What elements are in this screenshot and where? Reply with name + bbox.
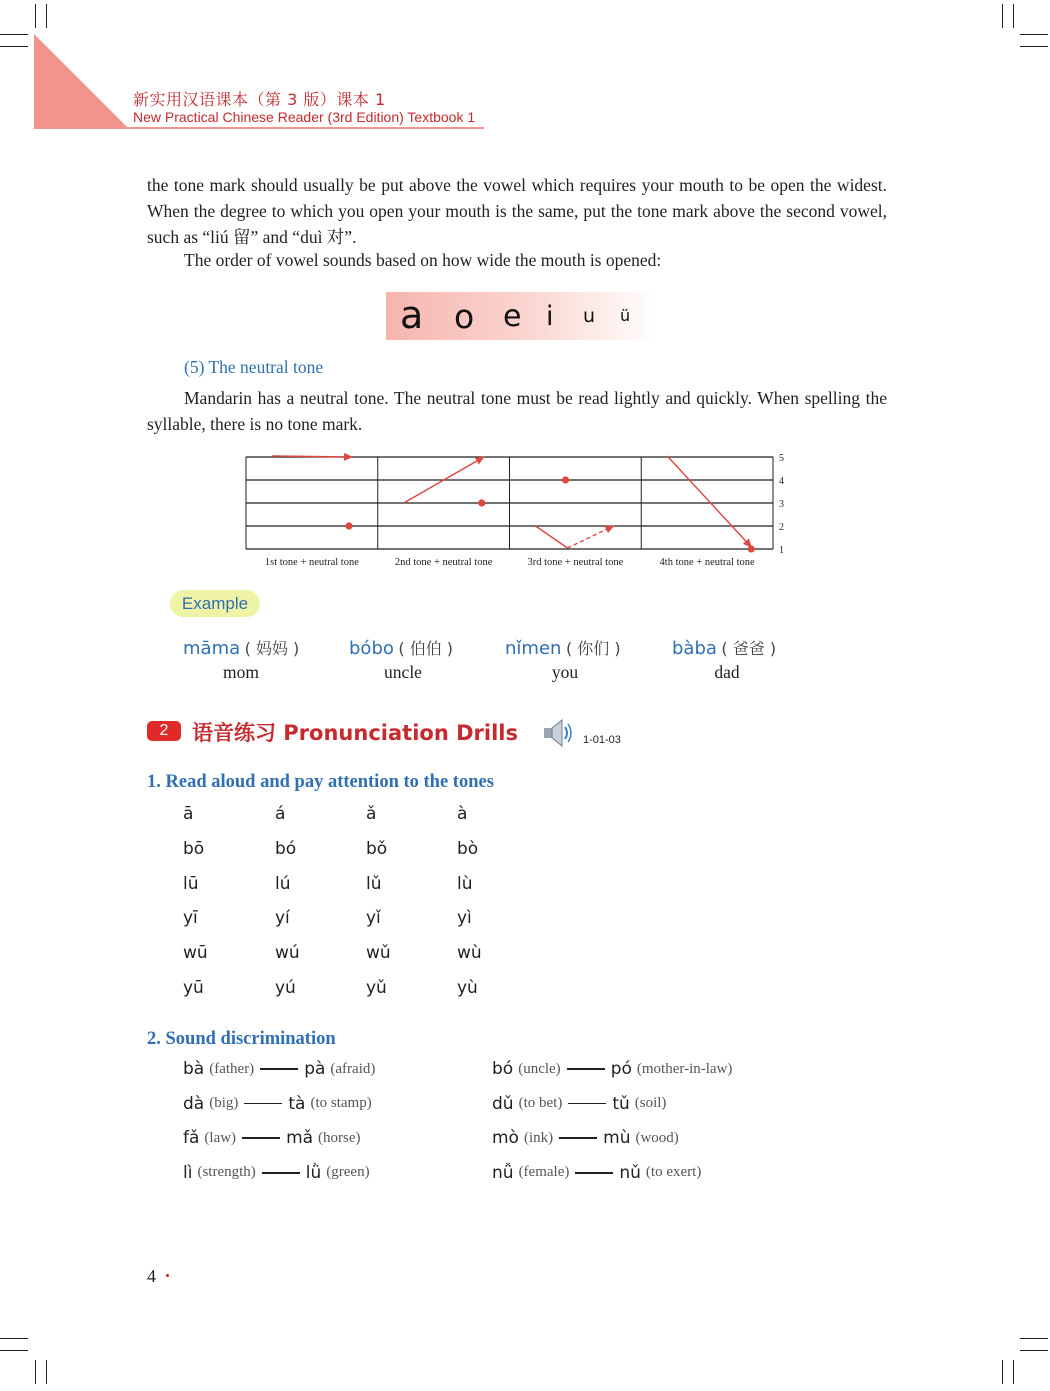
drill1-syllable: ǎ xyxy=(366,804,377,824)
pair-gloss-b: (soil) xyxy=(634,1095,667,1112)
example-gloss: dad xyxy=(714,662,740,682)
drill1-syllable: wǔ xyxy=(366,943,391,964)
pair-syllable-b: mǎ xyxy=(286,1128,314,1149)
drill1-syllable: bō xyxy=(183,838,205,859)
pair-syllable-b: pó xyxy=(610,1059,632,1079)
example-gloss: mom xyxy=(223,662,259,682)
pair-connector xyxy=(242,1137,280,1139)
pair-syllable-a: bó xyxy=(492,1059,514,1079)
pair-syllable-b: lǜ xyxy=(305,1162,322,1183)
pair-connector xyxy=(262,1172,300,1174)
tone-contour-line xyxy=(667,456,751,547)
neutral-tone-heading: (5) The neutral tone xyxy=(184,357,324,377)
neutral-tone-body: Mandarin has a neutral tone. The neutral tone must be read lightly and quickly. When spelling the syllable, there is no tone mark. xyxy=(147,388,887,434)
pair-gloss-b: (mother-in-law) xyxy=(636,1060,733,1077)
tone-level-label: 1 xyxy=(779,545,784,556)
pair-connector xyxy=(244,1103,282,1105)
drill1-syllable: ā xyxy=(183,804,194,824)
pair-gloss-a: (female) xyxy=(518,1164,570,1181)
drill1-syllable: yì xyxy=(457,908,472,929)
pair-connector xyxy=(575,1172,613,1174)
drill1-syllable: bò xyxy=(457,838,479,859)
neutral-tone-dot xyxy=(478,499,485,506)
drill1-syllable: lū xyxy=(183,873,199,894)
pair-gloss-a: (ink) xyxy=(523,1129,554,1146)
tone-panel-label: 4th tone + neutral tone xyxy=(659,557,755,568)
tone-level-label: 4 xyxy=(779,476,784,487)
pair-gloss-a: (father) xyxy=(209,1060,255,1077)
sound-pair xyxy=(492,1163,701,1183)
vowel-u: u xyxy=(583,305,596,327)
example-gloss: uncle xyxy=(384,662,422,682)
pair-connector xyxy=(568,1103,606,1105)
pair-syllable-b: tà xyxy=(288,1093,306,1114)
example-pinyin: māma xyxy=(183,638,241,659)
tone-level-label: 5 xyxy=(779,453,784,464)
sound-pair xyxy=(492,1128,679,1148)
audio-track-code: 1-01-03 xyxy=(583,734,621,746)
example-hanzi: ( 爸爸 ) xyxy=(721,639,777,658)
tone-panel-label: 3rd tone + neutral tone xyxy=(527,557,624,568)
pair-syllable-a: lì xyxy=(183,1162,193,1183)
example-item xyxy=(672,636,776,659)
example-item xyxy=(183,636,299,659)
header-title-en: New Practical Chinese Reader (3rd Edition) Textbook 1 xyxy=(133,109,476,125)
sound-pair xyxy=(183,1059,375,1079)
drill1-syllable: à xyxy=(457,804,468,824)
neutral-tone-dot xyxy=(345,522,352,529)
example-item xyxy=(349,636,453,659)
pair-gloss-a: (to bet) xyxy=(518,1095,563,1112)
section-number-badge: 2 xyxy=(147,721,181,741)
sound-pair xyxy=(183,1163,370,1183)
vowel-o: o xyxy=(454,297,475,336)
crop-mark xyxy=(0,1350,28,1351)
vowel-u-umlaut: ü xyxy=(620,306,631,325)
section-title: 语音练习 Pronunciation Drills xyxy=(192,721,518,745)
tone-chart xyxy=(0,0,1050,600)
pair-gloss-b: (to exert) xyxy=(645,1164,702,1181)
sound-pair xyxy=(492,1059,732,1079)
drill1-syllable: yī xyxy=(183,908,198,929)
example-gloss: you xyxy=(551,662,579,682)
pair-gloss-b: (to stamp) xyxy=(310,1095,372,1112)
example-pinyin: bóbo xyxy=(349,638,394,659)
drill1-syllable: wū xyxy=(183,943,208,964)
tone-level-label: 2 xyxy=(779,522,784,533)
header-title-zh: 新实用汉语课本（第 3 版）课本 1 xyxy=(133,90,386,109)
drill1-syllable: yú xyxy=(275,978,296,998)
pair-connector xyxy=(559,1137,597,1139)
intro-paragraph: the tone mark should usually be put above the vowel which requires your mouth to be open the widest. When the degree to which you open your mouth is the same, put the tone mark above the second vowel, such as “liú 留” and “duì 对”. xyxy=(147,175,887,247)
vowel-order-text: The order of vowel sounds based on how wide the mouth is opened: xyxy=(184,250,662,270)
vowel-i: i xyxy=(546,301,554,332)
tone-contour-line xyxy=(536,526,568,548)
pair-syllable-b: pà xyxy=(304,1059,326,1079)
drill1-syllable: bǒ xyxy=(366,838,388,859)
example-hanzi: ( 你们 ) xyxy=(565,639,621,658)
drill1-syllable: yǐ xyxy=(366,908,381,929)
pair-gloss-b: (wood) xyxy=(635,1129,679,1146)
pair-gloss-a: (strength) xyxy=(197,1164,256,1181)
sound-pair xyxy=(183,1128,361,1148)
pair-connector xyxy=(567,1068,605,1070)
pair-gloss-a: (law) xyxy=(204,1129,237,1146)
vowel-a: a xyxy=(400,293,424,337)
example-pinyin: bàba xyxy=(672,638,717,659)
tone-contour-line xyxy=(272,456,352,457)
pair-gloss-b: (green) xyxy=(326,1164,370,1181)
drill1-syllable: lǔ xyxy=(366,873,382,894)
pair-connector xyxy=(260,1068,298,1070)
pair-gloss-a: (uncle) xyxy=(518,1060,561,1077)
tone-contour-line xyxy=(568,526,614,548)
drill1-heading: 1. Read aloud and pay attention to the tones xyxy=(147,772,494,792)
pair-syllable-a: dǔ xyxy=(492,1093,514,1114)
drill1-syllable: yí xyxy=(275,908,290,929)
crop-mark xyxy=(1002,1360,1003,1384)
crop-mark xyxy=(0,1338,28,1339)
crop-mark xyxy=(1013,1360,1014,1384)
example-hanzi: ( 妈妈 ) xyxy=(244,639,300,658)
example-badge: Example xyxy=(170,590,260,617)
tone-panel-label: 1st tone + neutral tone xyxy=(264,557,359,568)
vowel-e: e xyxy=(503,299,522,334)
tone-panel-label: 2nd tone + neutral tone xyxy=(394,557,493,568)
pair-syllable-a: fǎ xyxy=(183,1128,200,1149)
pair-gloss-b: (horse) xyxy=(318,1129,361,1146)
pair-syllable-a: mò xyxy=(492,1128,519,1149)
drill2-heading: 2. Sound discrimination xyxy=(147,1029,336,1049)
pair-gloss-a: (big) xyxy=(209,1095,239,1112)
crop-mark xyxy=(35,1360,36,1384)
drill1-syllable: lú xyxy=(275,873,291,894)
pair-gloss-b: (afraid) xyxy=(330,1060,376,1077)
drill1-syllable: yù xyxy=(457,978,478,998)
page-number: 4 xyxy=(147,1266,156,1286)
audio-speaker-icon[interactable] xyxy=(540,714,576,748)
neutral-tone-dot xyxy=(562,476,569,483)
sound-pair xyxy=(183,1094,372,1114)
neutral-tone-dot xyxy=(748,545,755,552)
drill1-syllable: bó xyxy=(275,838,297,859)
drill1-syllable: yū xyxy=(183,978,204,998)
drill1-syllable: á xyxy=(275,804,286,824)
drill1-syllable: yǔ xyxy=(366,978,387,998)
sound-pair xyxy=(492,1094,666,1114)
drill1-syllable: wù xyxy=(457,943,482,964)
drill1-syllable: lù xyxy=(457,873,473,894)
pair-syllable-b: nǔ xyxy=(619,1162,641,1183)
example-hanzi: ( 伯伯 ) xyxy=(398,639,454,658)
pair-syllable-a: dà xyxy=(183,1093,205,1114)
pair-syllable-a: bà xyxy=(183,1059,205,1079)
example-pinyin: nǐmen xyxy=(505,638,562,659)
pair-syllable-b: mù xyxy=(603,1128,631,1149)
page-number-dot xyxy=(166,1274,169,1277)
example-item xyxy=(505,636,621,659)
drill1-syllable: wú xyxy=(275,943,300,964)
crop-mark xyxy=(1020,1350,1048,1351)
crop-mark xyxy=(1020,1338,1048,1339)
pair-syllable-a: nǚ xyxy=(492,1162,514,1183)
tone-level-label: 3 xyxy=(779,499,784,510)
crop-mark xyxy=(46,1360,47,1384)
pair-syllable-b: tǔ xyxy=(612,1093,630,1114)
